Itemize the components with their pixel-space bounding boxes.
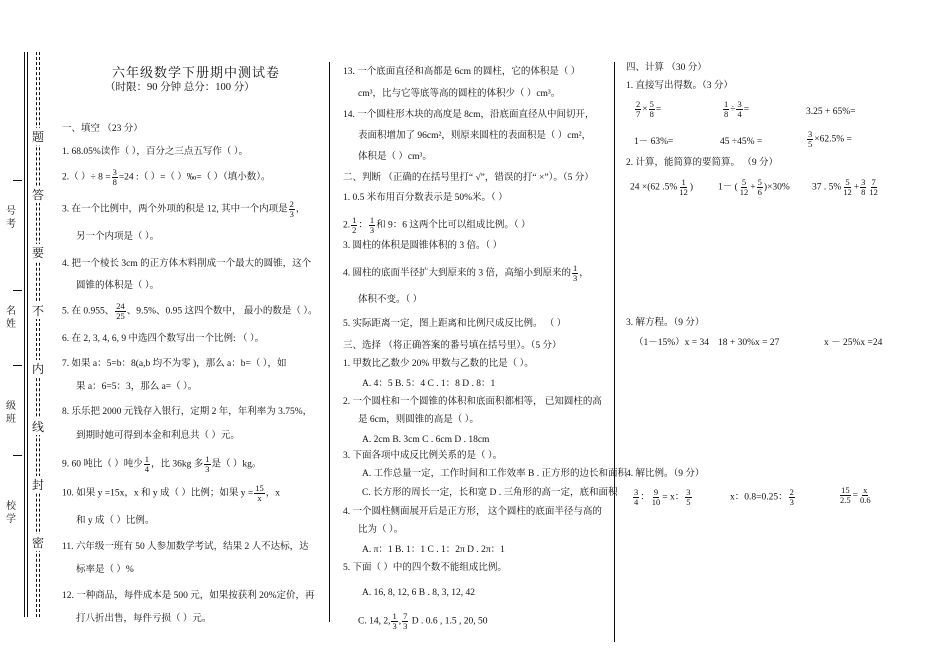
choice-1-options: A. 4：5 B. 5：4 C . 1：8 D . 8：1 xyxy=(362,379,496,389)
calc-part-1: 1. 直接写出得数。（3 分） xyxy=(626,81,733,91)
fraction: $\frac{7}{3}$ xyxy=(403,611,408,631)
question-5: 5. 在 0.955、 $\frac{24}{25}$ 、9.5%、0.95 这四个数中， 最小的数是（ ）。 xyxy=(62,301,318,321)
label-tick xyxy=(13,365,22,366)
question-4-cont: 圆锥的体积是（ ）。 xyxy=(76,281,160,291)
binding-line-outer xyxy=(24,52,25,617)
section-fill-in: 一、填空 （23 分） xyxy=(62,124,143,134)
seal-char: 不 xyxy=(31,304,44,318)
direct-calc-5: 45 ÷45% = xyxy=(720,137,763,147)
question-7: 7. 如果 a：5=b：8(a,b 均不为零 )，那么 a：b=（ ），如 xyxy=(62,359,287,369)
choice-3-options-ab: A. 工作总量一定，工作时间和工作效率 B . 正方形的边长和面积 xyxy=(362,469,627,479)
question-12: 12. 一种商品，每件成本是 500 元，如果按获利 20%定价，再 xyxy=(62,591,315,601)
side-label-exam-no: 号考 xyxy=(6,206,16,230)
proportion-1: $\frac{3}{4}$ ： $\frac{9}{10}$ = x： $\frac{3}{5}$ xyxy=(634,487,691,507)
side-label-school: 校学 xyxy=(6,501,16,525)
page-subtitle: （时限：90 分钟 总分：100 分） xyxy=(105,82,255,93)
question-11: 11. 六年级一班有 50 人参加数学考试，结果 2 人不达标，达 xyxy=(62,542,309,552)
seal-char: 密 xyxy=(31,536,44,550)
fraction: $\frac{24}{25}$ xyxy=(116,301,125,321)
side-label-name: 名姓 xyxy=(6,306,16,330)
question-11-cont: 标率是（ ）% xyxy=(76,565,134,575)
question-10: 10. 如果 y =15x，x 和 y 成（ ）比例；如果 y = $\frac{15}{x}$ ，x xyxy=(62,483,280,503)
seal-char: 内 xyxy=(31,362,44,376)
question-14-cont2: 体积是（ ）cm³。 xyxy=(358,152,432,162)
label-tick xyxy=(13,180,22,181)
question-1: 1. 68.05%读作（ ），百分之三点五写作（ ）。 xyxy=(62,147,249,157)
choice-1: 1. 甲数比乙数少 20% 甲数与乙数的比是（ ）。 xyxy=(343,359,534,369)
fraction: $\frac{1}{3}$ xyxy=(369,215,375,235)
question-4: 4. 把一个棱长 3cm 的正方体木料削成一个最大的圆锥，这个 xyxy=(62,259,312,269)
simplify-1: 24 ×(62 .5% $\frac{1}{12}$ ) xyxy=(630,177,693,197)
choice-2: 2. 一个圆柱和一个圆锥的体积和底面积都相等， 已知圆柱的高 xyxy=(343,397,602,407)
question-3-cont: 另一个内项是（ ）。 xyxy=(76,232,160,242)
section-choice: 三、选择 （将正确答案的番号填在括号里）。（5 分） xyxy=(343,341,562,351)
question-7-cont: 果 a：6=5：3，那么 a=（ ）。 xyxy=(76,382,198,392)
simplify-2: 1－ ( $\frac{5}{12}$ + $\frac{5}{6}$ )×30% xyxy=(718,177,790,197)
calc-part-2: 2. 计算，能简算的要简算。 （9 分） xyxy=(626,158,779,168)
fraction: $\frac{1}{3}$ xyxy=(573,263,578,283)
choice-5: 5. 下面（ ）中的四个数不能组成比例。 xyxy=(343,563,507,573)
seal-char: 线 xyxy=(31,420,44,434)
equation-3: x － 25%x =24 xyxy=(824,338,883,348)
question-14: 14. 一个圆柱形木块的高度是 8cm，沿底面直径从中间切开， xyxy=(343,110,595,120)
direct-calc-6: $\frac{3}{5}$ ×62.5% = xyxy=(808,129,852,149)
judge-2: 2. $\frac{1}{2}$ ： $\frac{1}{3}$ 和 9：6 这两个比可以组成比例。（ ） xyxy=(343,215,531,235)
page-title: 六年级数学下册期中测试卷 xyxy=(112,65,281,80)
choice-5-options-ab: A. 16, 8, 12, 6 B . 8, 3, 12, 42 xyxy=(362,588,475,598)
question-14-cont: 表面积增加了 96cm²，则原来圆柱的表面积是（ ）cm²， xyxy=(358,131,592,141)
direct-calc-3: 3.25 + 65%= xyxy=(806,107,856,117)
question-2: 2.（ ）÷ 8 = $\frac{3}{8}$ =24 :（ ）=（ ）‰=（ ）（填小数）。 xyxy=(62,167,271,187)
section-judge: 二、判断 （正确的在括号里打“ √”，错误的打“ ×”）。（5 分） xyxy=(343,173,594,183)
section-calculation: 四、计算 （30 分） xyxy=(626,63,707,73)
direct-calc-4: 1－ 63%= xyxy=(634,137,674,147)
seal-char: 要 xyxy=(31,246,44,260)
column-divider xyxy=(614,62,615,642)
fraction: $\frac{1}{3}$ xyxy=(205,454,210,474)
judge-1: 1. 0.5 米布用百分数表示是 50%米。（ ） xyxy=(343,193,508,203)
choice-3-options-cd: C. 长方形的周长一定，长和宽 D . 三角形的高一定，底和面积 xyxy=(362,488,618,498)
fraction: $\frac{1}{4}$ xyxy=(144,454,150,474)
question-13-cont: cm³，比与它等底等高的圆柱的体积少（ ）cm³。 xyxy=(358,89,561,99)
question-13: 13. 一个底面直径和高都是 6cm 的圆柱，它的体积是（ ） xyxy=(343,67,581,77)
seal-char: 答 xyxy=(31,188,44,202)
fraction: $\frac{15}{x}$ xyxy=(255,483,264,503)
choice-4: 4. 一个圆柱侧面展开后是正方形， 这个圆柱的底面半径与高的 xyxy=(343,507,602,517)
fraction: $\frac{1}{2}$ xyxy=(352,215,357,235)
side-label-class: 级班 xyxy=(6,401,16,425)
question-12-cont: 打八折出售，每件亏损（ ）元。 xyxy=(76,614,212,624)
binding-line-outer-2 xyxy=(27,52,28,617)
choice-2-cont: 是 6cm，则圆锥的高是（ ）。 xyxy=(358,415,479,425)
seal-char: 封 xyxy=(31,478,44,492)
calc-part-3: 3. 解方程。（9 分） xyxy=(626,318,705,328)
simplify-3: 37 . 5% $\frac{5}{12}$ + $\frac{3}{8}$ $\frac{7}{12}$ xyxy=(812,177,878,197)
question-9: 9. 60 吨比（ ）吨少 $\frac{1}{4}$ ，比 36kg 多 $\frac{1}{3}$ 是（ ）kg。 xyxy=(62,454,262,474)
question-8-cont: 到期时她可得到本金和利息共（ ）元。 xyxy=(76,431,240,441)
judge-5: 5. 实际距离一定，图上距离和比例尺成反比例。 （ ） xyxy=(343,319,567,329)
label-tick xyxy=(13,290,22,291)
choice-2-options: A. 2cm B. 3cm C . 6cm D . 18cm xyxy=(362,435,490,445)
judge-3: 3. 圆柱的体积是圆锥体积的 3 倍。（ ） xyxy=(343,241,503,251)
equation-1: （1－15%）x = 34 xyxy=(634,338,710,348)
column-divider xyxy=(329,62,330,622)
question-3: 3. 在一个比例中，两个外项的积是 12, 其中一个内项是 $\frac{2}{3}$ ， xyxy=(62,199,306,219)
calc-part-4: 4. 解比例。（9 分） xyxy=(626,469,705,479)
proportion-3: $\frac{15}{2.5}$ = $\frac{x}{0.6}$ xyxy=(840,485,871,505)
choice-3: 3. 下面各项中成反比例关系的是（ ）。 xyxy=(343,451,503,461)
direct-calc-1: $\frac{2}{7}$ × $\frac{5}{8}$ = xyxy=(636,99,662,119)
choice-5-options-cd: C. 14, 2, $\frac{1}{3}$ , $\frac{7}{3}$ D . 0.6 , 1.5 , 20, 50 xyxy=(358,611,488,631)
equation-2: 18 + 30%x = 27 xyxy=(718,338,780,348)
judge-4-cont: 体积不变。（ ） xyxy=(358,295,423,305)
seal-char: 题 xyxy=(31,130,44,144)
judge-4: 4. 圆柱的底面半径扩大到原来的 3 倍，高缩小到原来的 $\frac{1}{3}$ ， xyxy=(343,263,589,283)
question-6: 6. 在 2, 3, 4, 6, 9 中选四个数写出一个比例: （ ）。 xyxy=(62,334,265,344)
fraction: $\frac{2}{3}$ xyxy=(289,199,294,219)
fraction: $\frac{3}{8}$ xyxy=(112,167,117,187)
label-tick xyxy=(13,455,22,456)
fraction: $\frac{1}{3}$ xyxy=(392,611,397,631)
direct-calc-2: $\frac{1}{8}$ ÷ $\frac{3}{4}$ = xyxy=(724,99,750,119)
question-8: 8. 乐乐把 2000 元钱存入银行，定期 2 年，年利率为 3.75%， xyxy=(62,407,313,417)
choice-4-cont: 比为（ ）。 xyxy=(358,525,404,535)
choice-4-options: A. π：1 B. 1：1 C . 1：2π D . 2π：1 xyxy=(362,545,505,555)
proportion-2: x：0.8=0.25： $\frac{2}{3}$ xyxy=(730,487,794,507)
question-10-cont: 和 y 成（ ）比例。 xyxy=(76,516,155,526)
